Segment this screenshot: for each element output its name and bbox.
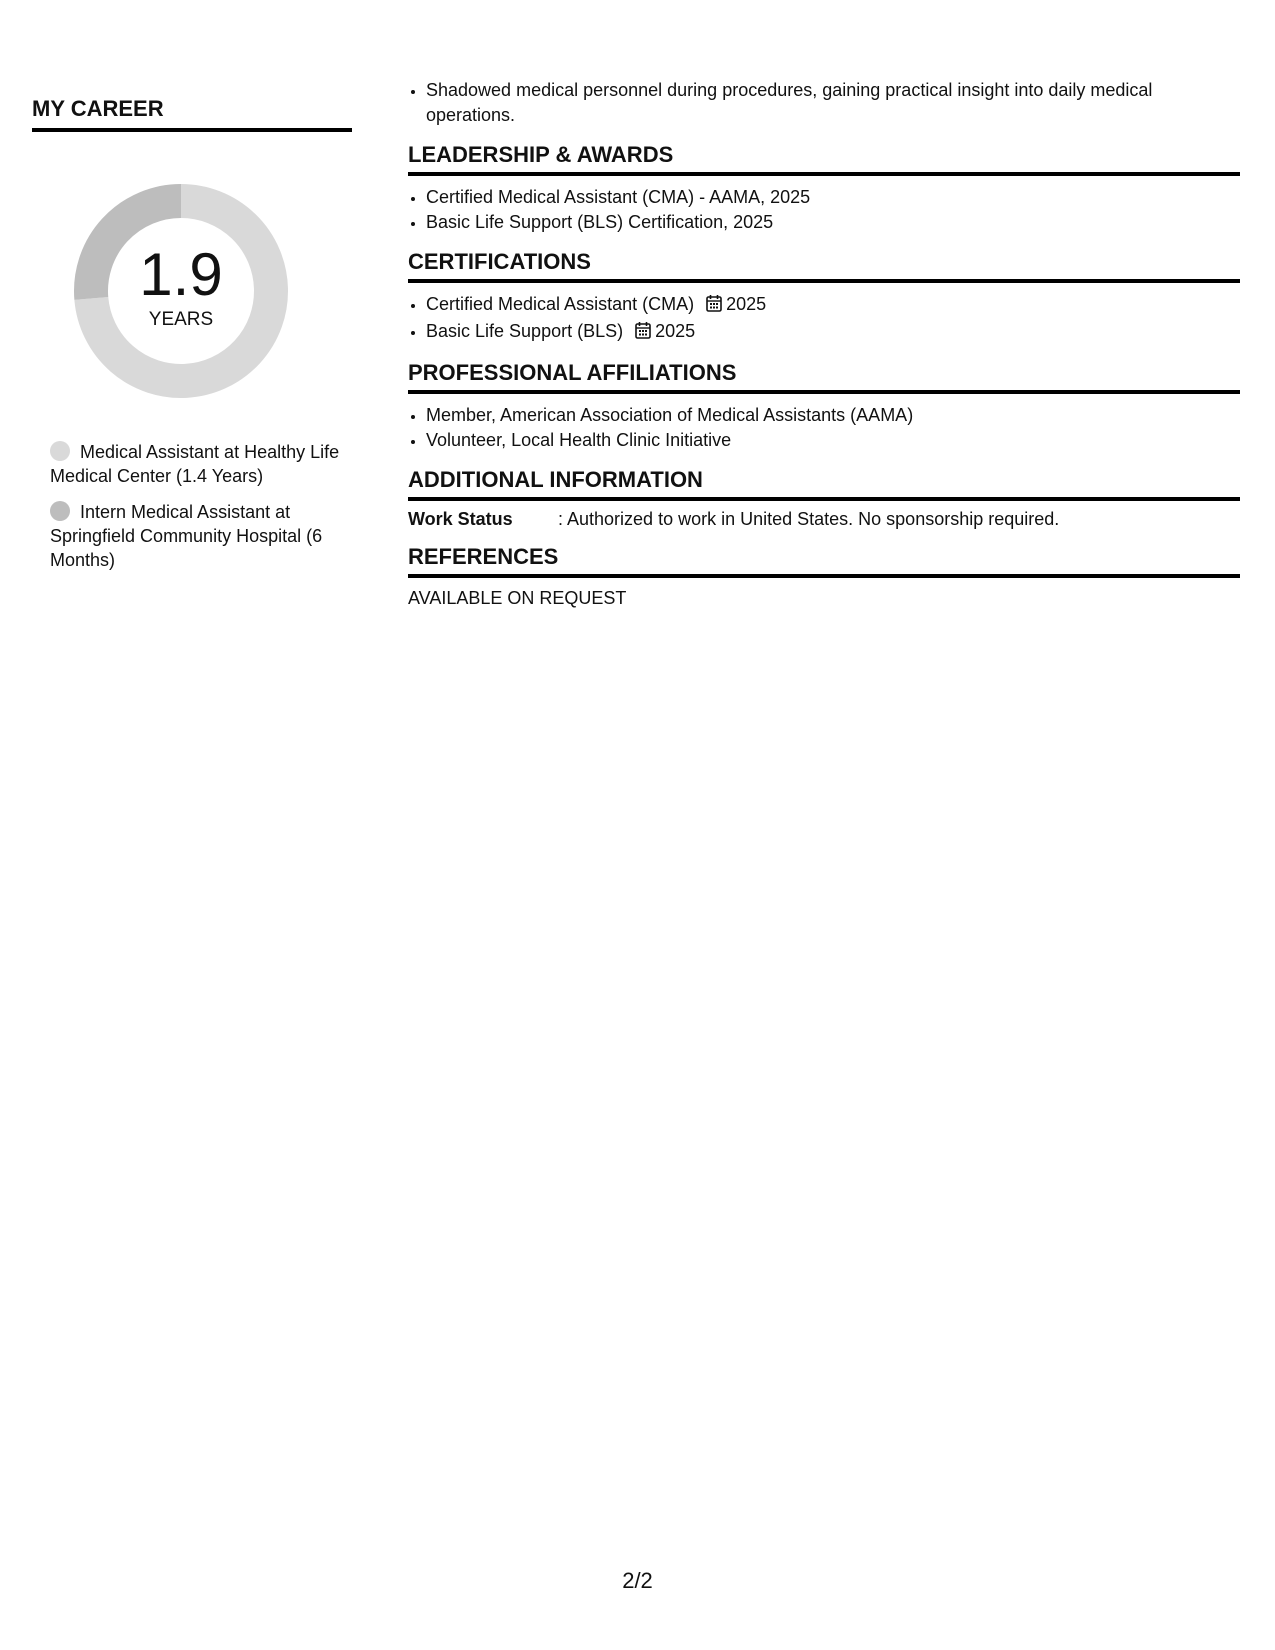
legend-dot xyxy=(50,501,70,521)
section-title: REFERENCES xyxy=(408,544,1240,578)
leadership-section xyxy=(408,142,1240,235)
work-status-row xyxy=(408,509,1240,530)
cert-year: 2025 xyxy=(655,321,696,341)
leadership-list xyxy=(408,185,1240,235)
main-content xyxy=(408,78,1240,609)
list-item: • Volunteer, Local Health Clinic Initiative xyxy=(426,428,1240,453)
cert-year: 2025 xyxy=(726,294,767,314)
list-item: • Certified Medical Assistant (CMA) - AAMA, 2025 xyxy=(426,185,1240,210)
total-years-unit: YEARS xyxy=(148,309,214,330)
cert-name: Basic Life Support (BLS) xyxy=(426,321,624,341)
legend-dot xyxy=(50,441,70,461)
section-title: ADDITIONAL INFORMATION xyxy=(408,467,1240,501)
calendar-icon xyxy=(706,294,722,319)
donut-center xyxy=(66,176,296,406)
section-title: PROFESSIONAL AFFILIATIONS xyxy=(408,360,1240,394)
career-legend xyxy=(50,440,340,572)
references-section xyxy=(408,544,1240,609)
legend-label: Medical Assistant at Healthy Life Medical Center (1.4 Years) xyxy=(50,442,340,486)
career-sidebar xyxy=(32,96,352,584)
list-item xyxy=(426,292,1240,319)
legend-item xyxy=(50,440,340,488)
work-status-value: : Authorized to work in United States. No sponsorship required. xyxy=(558,509,1060,529)
certifications-list xyxy=(408,292,1240,346)
list-item: • Member, American Association of Medical Assistants (AAMA) xyxy=(426,403,1240,428)
list-item: • Basic Life Support (BLS) Certification, 2025 xyxy=(426,210,1240,235)
additional-info-section xyxy=(408,467,1240,530)
work-status-label: Work Status xyxy=(408,509,513,529)
list-item xyxy=(426,319,1240,346)
legend-label: Intern Medical Assistant at Springfield Community Hospital (6 Months) xyxy=(50,502,323,570)
cert-name: Certified Medical Assistant (CMA) xyxy=(426,294,695,314)
legend-item xyxy=(50,500,340,572)
calendar-icon xyxy=(635,321,651,346)
experience-continuation-list xyxy=(408,78,1240,128)
list-item: • Shadowed medical personnel during procedures, gaining practical insight into daily medical operations. xyxy=(426,78,1240,128)
career-donut-chart xyxy=(66,176,296,406)
references-text: AVAILABLE ON REQUEST xyxy=(408,588,627,608)
career-title: MY CAREER xyxy=(32,96,352,132)
page-number: 2/2 xyxy=(622,1568,653,1593)
section-title: CERTIFICATIONS xyxy=(408,249,1240,283)
affiliations-section xyxy=(408,360,1240,453)
total-years-value: 1.9 xyxy=(139,241,223,308)
section-title: LEADERSHIP & AWARDS xyxy=(408,142,1240,176)
affiliations-list xyxy=(408,403,1240,453)
certifications-section xyxy=(408,249,1240,346)
